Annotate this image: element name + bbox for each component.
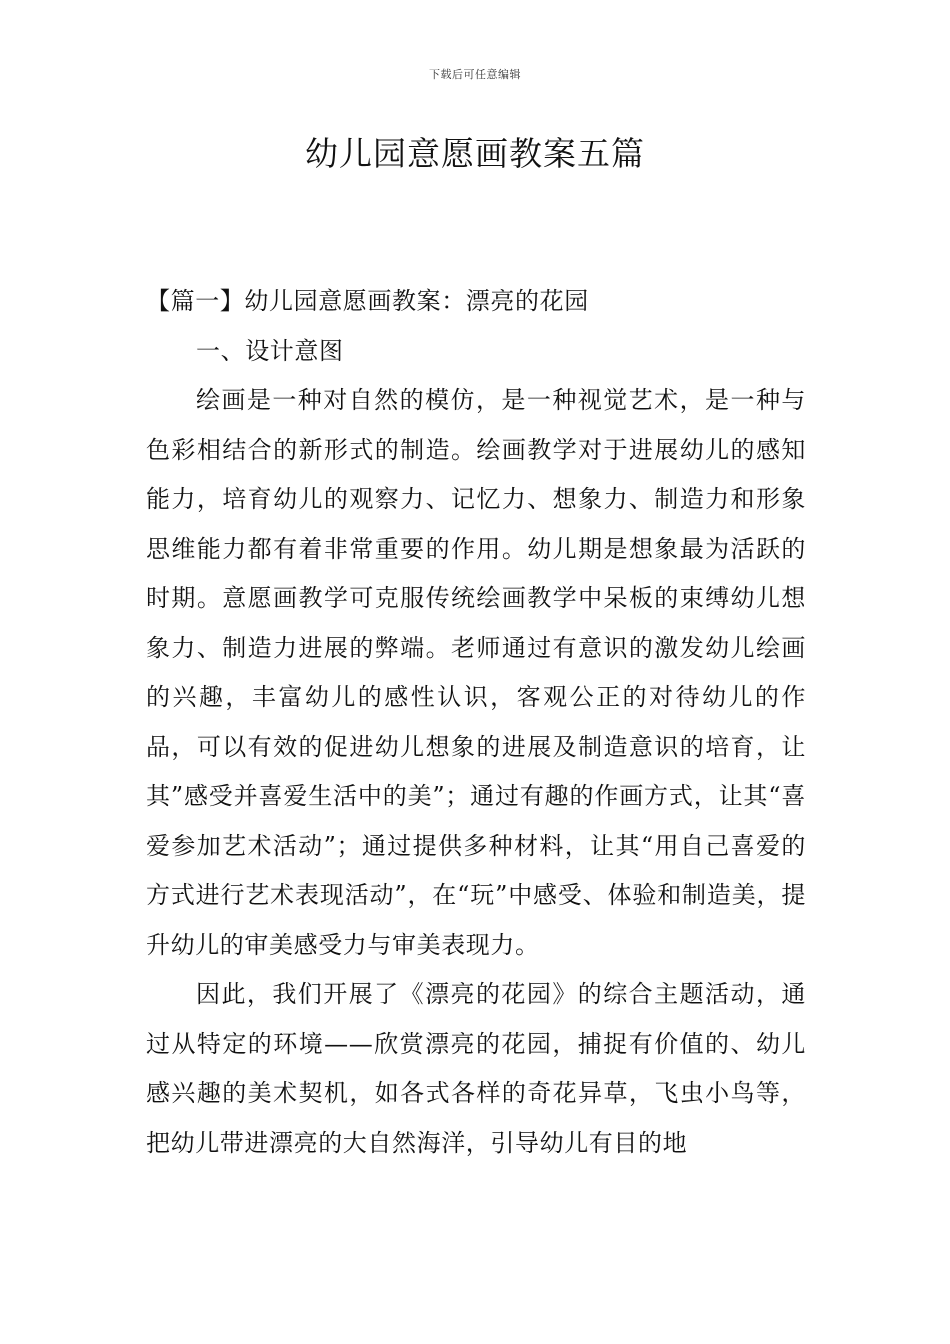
subheading: 一、设计意图 [196, 336, 344, 365]
body-paragraph-1: 绘画是一种对自然的模仿，是一种视觉艺术，是一种与色彩相结合的新形式的制造。绘画教学对于进展幼儿的感知能力，培育幼儿的观察力、记忆力、想象力、制造力和形象思维能力都有着非常重要的作用。幼儿期是想象最为活跃的时期。意愿画教学可克服传统绘画教学中呆板的束缚幼儿想象力、制造力进展的弊端。老师通过有意识的激发幼儿绘画的兴趣，丰富幼儿的感性认识，客观公正的对待幼儿的作品，可以有效的促进幼儿想象的进展及制造意识的培育，让其”感受并喜爱生活中的美”；通过有趣的作画方式，让其“喜爱参加艺术活动”；通过提供多种材料，让其“用自己喜爱的方式进行艺术表现活动”，在“玩”中感受、体验和制造美，提升幼儿的审美感受力与审美表现力。 [146, 386, 806, 959]
section-heading: 【篇一】幼儿园意愿画教案：漂亮的花园 [146, 287, 589, 315]
document-body [146, 277, 806, 1168]
header-note: 下载后可任意编辑 [429, 68, 521, 81]
body-paragraph-2: 因此，我们开展了《漂亮的花园》的综合主题活动，通过从特定的环境——欣赏漂亮的花园，捕捉有价值的、幼儿感兴趣的美术契机，如各式各样的奇花异草，飞虫小鸟等，把幼儿带进漂亮的大自然海洋，引导幼儿有目的地 [146, 980, 806, 1157]
document-title: 幼儿园意愿画教案五篇 [305, 134, 645, 173]
